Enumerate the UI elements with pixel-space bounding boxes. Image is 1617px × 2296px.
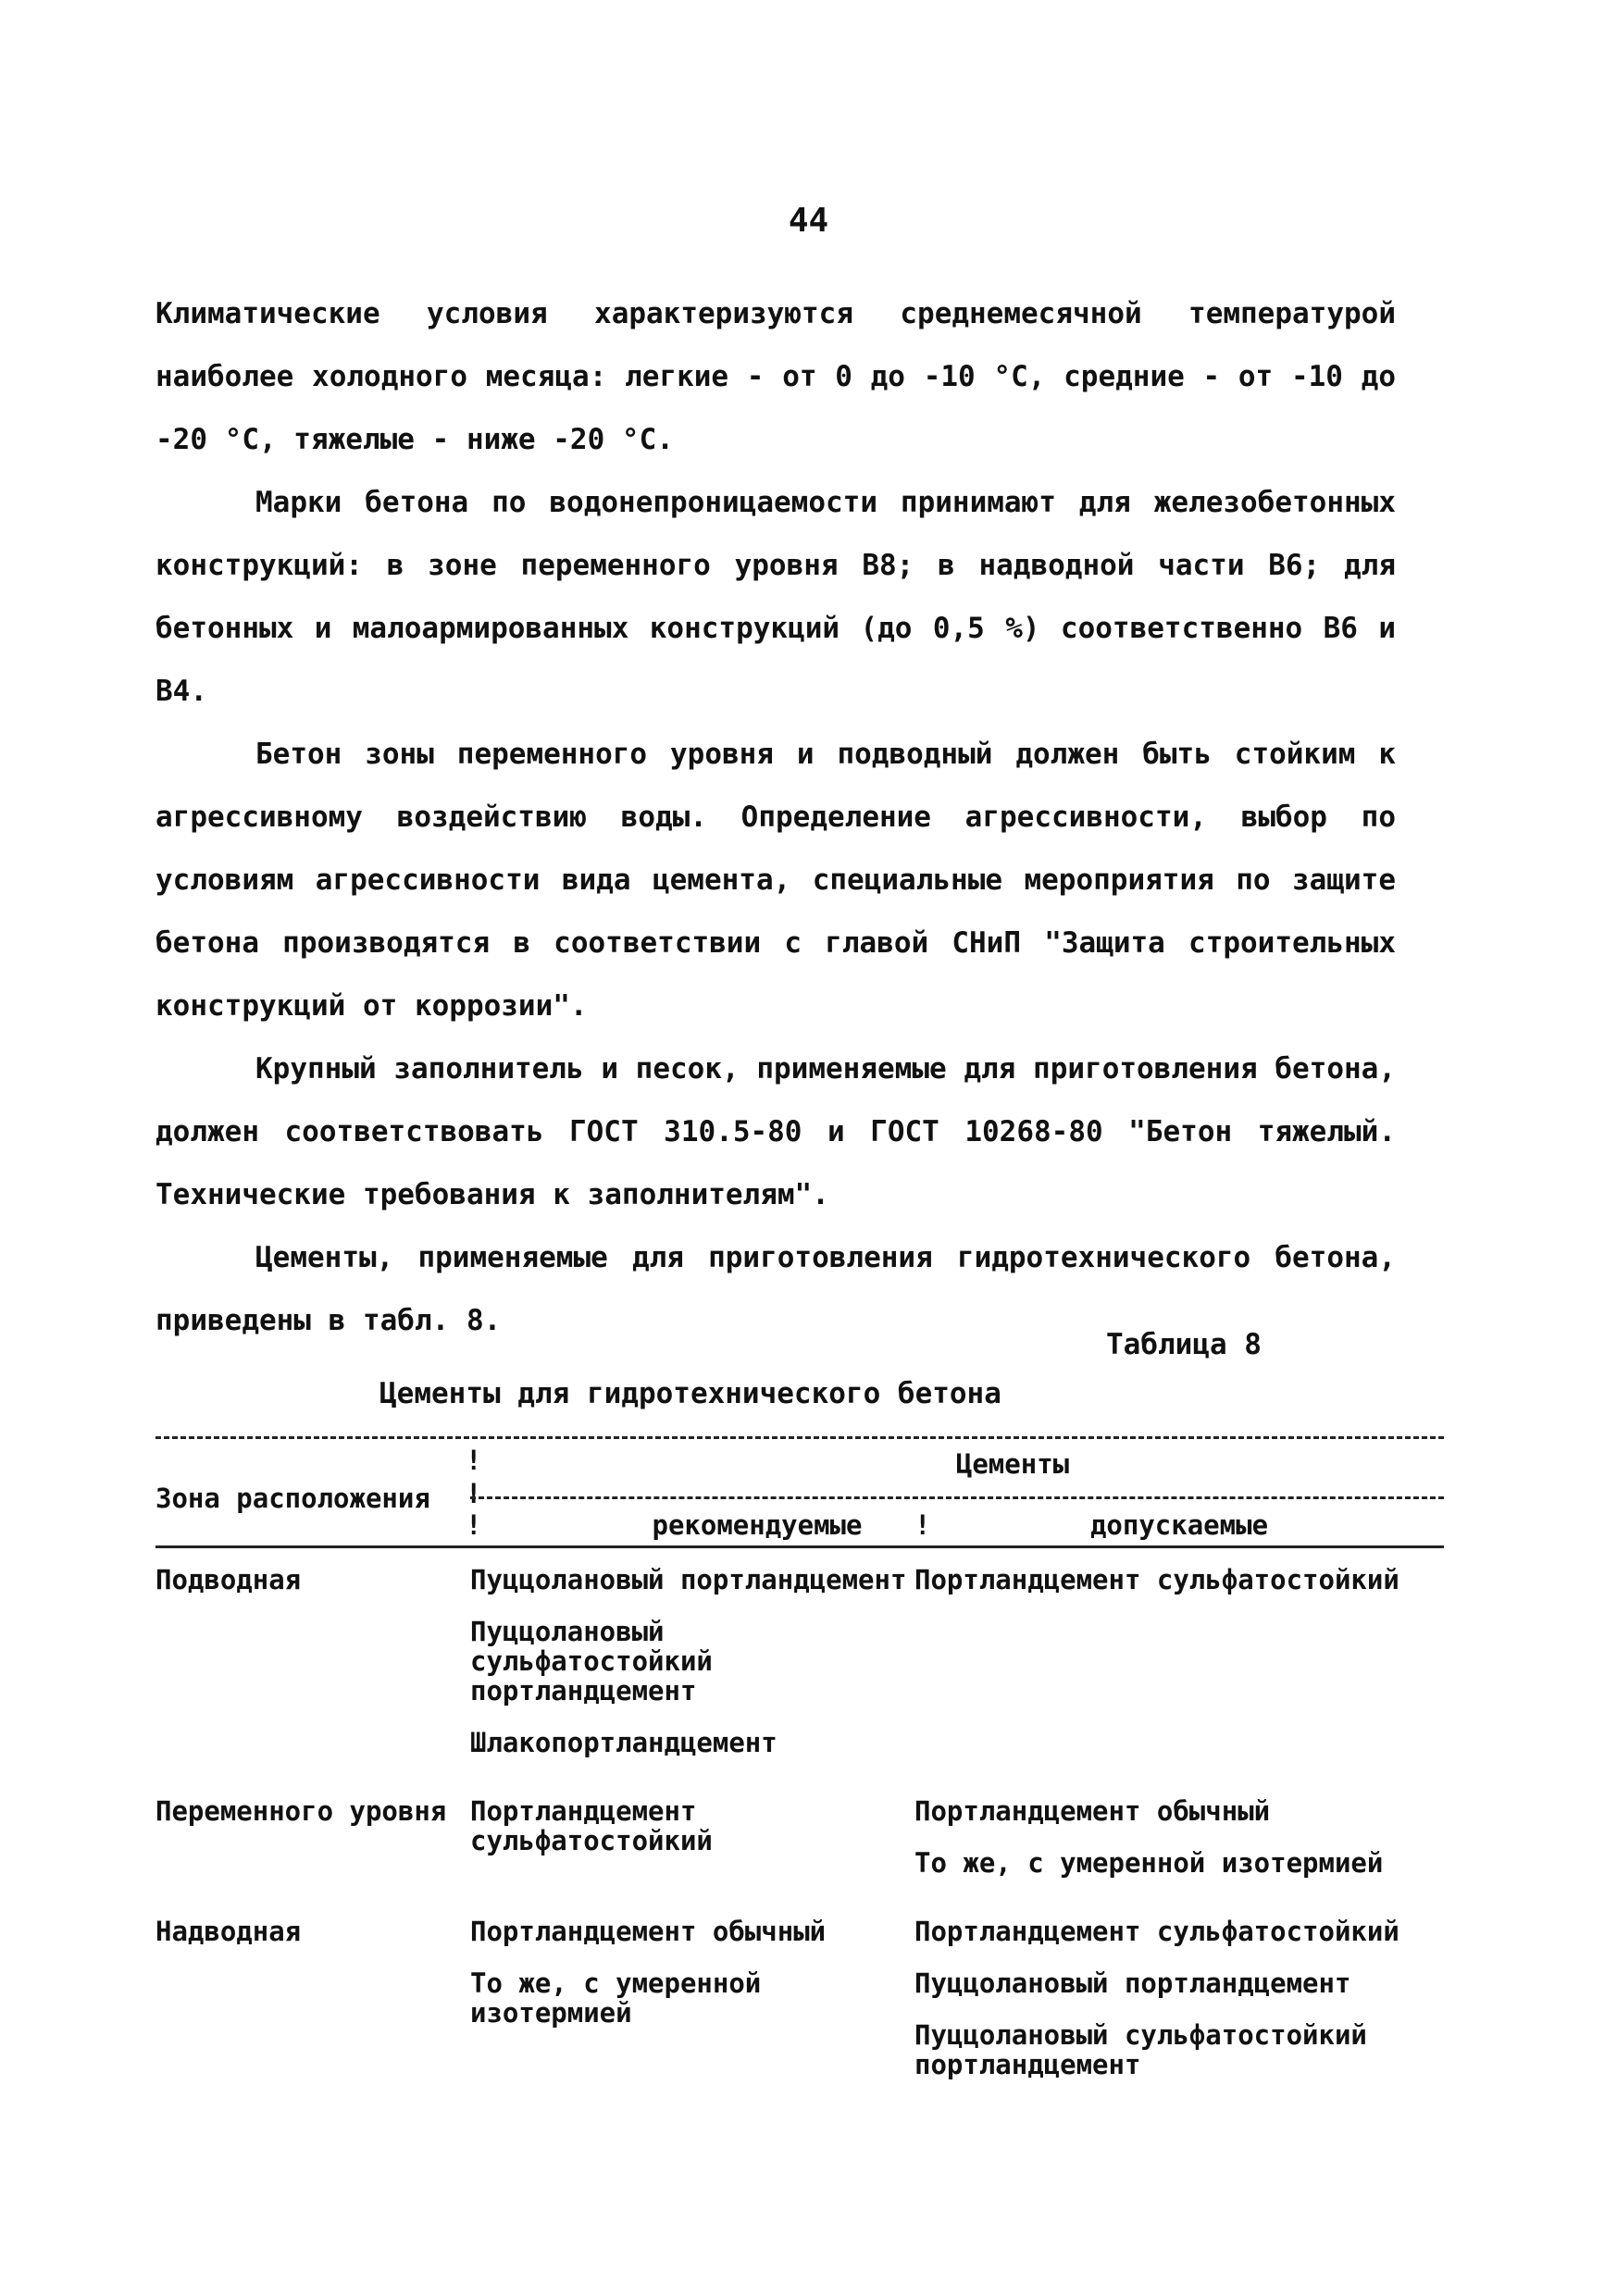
header-separator-mark: !: [466, 1478, 482, 1509]
cement-item: То же, с умеренной изотермией: [914, 1847, 1384, 1879]
table-row: [155, 1565, 1444, 1780]
paragraph-concrete-grades: Марки бетона по водонепроницаемости принимают для железобетонных конструкций: в зоне переменного уровня В8; в надводной части В6; для бетонных и малоармированных конструкций (до 0,5 %) соответственно В6 и В4.: [155, 486, 1396, 708]
body-text: [155, 282, 1396, 1352]
header-cements: Цементы: [955, 1448, 1070, 1480]
header-bottom-rule: [155, 1545, 1444, 1548]
recommended-cell: [470, 1565, 914, 1780]
admissible-cell: [914, 1796, 1444, 1900]
header-recommended: рекомендуемые: [652, 1509, 863, 1541]
cement-item: Шлакопортландцемент: [470, 1727, 777, 1758]
cement-item: Пуццолановый портландцемент: [470, 1564, 907, 1595]
recommended-cell: [470, 1796, 914, 1900]
cement-item: Портландцемент сульфатостойкий: [914, 1916, 1399, 1947]
zone-cell: Надводная: [155, 1916, 302, 1947]
table-title: Цементы для гидротехнического бетона: [379, 1377, 1001, 1410]
cement-item: Пуццолановый сульфатостойкий портландцемент: [914, 2019, 1367, 2080]
recommended-cell: [470, 1917, 914, 2102]
paragraph-aggressive-water: Бетон зоны переменного уровня и подводный должен быть стойким к агрессивному воздействию воды. Определение агрессивности, выбор по условиям агрессивности вида цемента, специальные мероприятия по защите бетона производятся в соответствии с главой СНиП "Защита строительных конструкций от коррозии".: [155, 738, 1396, 1023]
table-label: Таблица 8: [1106, 1328, 1262, 1361]
header-sub-rule: [470, 1496, 1444, 1499]
table-header: [155, 1439, 1444, 1548]
zone-cell: Подводная: [155, 1564, 302, 1595]
page-number: 44: [788, 202, 829, 240]
zone-cell: Переменного уровня: [155, 1795, 447, 1827]
header-separator-mark: !: [466, 1445, 482, 1476]
header-zone: Зона расположения: [155, 1483, 430, 1514]
admissible-cell: [914, 1917, 1444, 2102]
table-body: [155, 1565, 1444, 2102]
paragraph-cements: Цементы, применяемые для приготовления гидротехнического бетона, приведены в табл. 8.: [155, 1241, 1396, 1337]
cement-item: То же, с умеренной изотермией: [470, 1967, 762, 2029]
table-row: [155, 1796, 1444, 1900]
cement-item: Портландцемент сульфатостойкий: [470, 1795, 713, 1856]
paragraph-climate: Климатические условия характеризуются среднемесячной температурой наиболее холодного месяца: легкие - от 0 до -10 °С, средние - от -10 до -20 °С, тяжелые - ниже -20 °С.: [155, 297, 1396, 456]
header-admissible: допускаемые: [1089, 1509, 1269, 1541]
cement-item: Пуццолановый портландцемент: [914, 1967, 1351, 1999]
cement-item: Портландцемент сульфатостойкий: [914, 1564, 1399, 1595]
cement-item: Портландцемент обычный: [470, 1916, 827, 1947]
header-separator-mark: !: [466, 1509, 482, 1541]
cement-item: Портландцемент обычный: [914, 1795, 1271, 1827]
cement-item: Пуццолановый сульфатостойкий портландцемент: [470, 1616, 713, 1706]
header-separator-mark: !: [914, 1509, 931, 1541]
cements-table: [155, 1436, 1444, 2102]
admissible-cell: [914, 1565, 1444, 1780]
table-row: [155, 1917, 1444, 2102]
paragraph-aggregates: Крупный заполнитель и песок, применяемые для приготовления бетона, должен соответствовать ГОСТ 310.5-80 и ГОСТ 10268-80 "Бетон тяжелый. Технические требования к заполнителям".: [155, 1052, 1396, 1211]
